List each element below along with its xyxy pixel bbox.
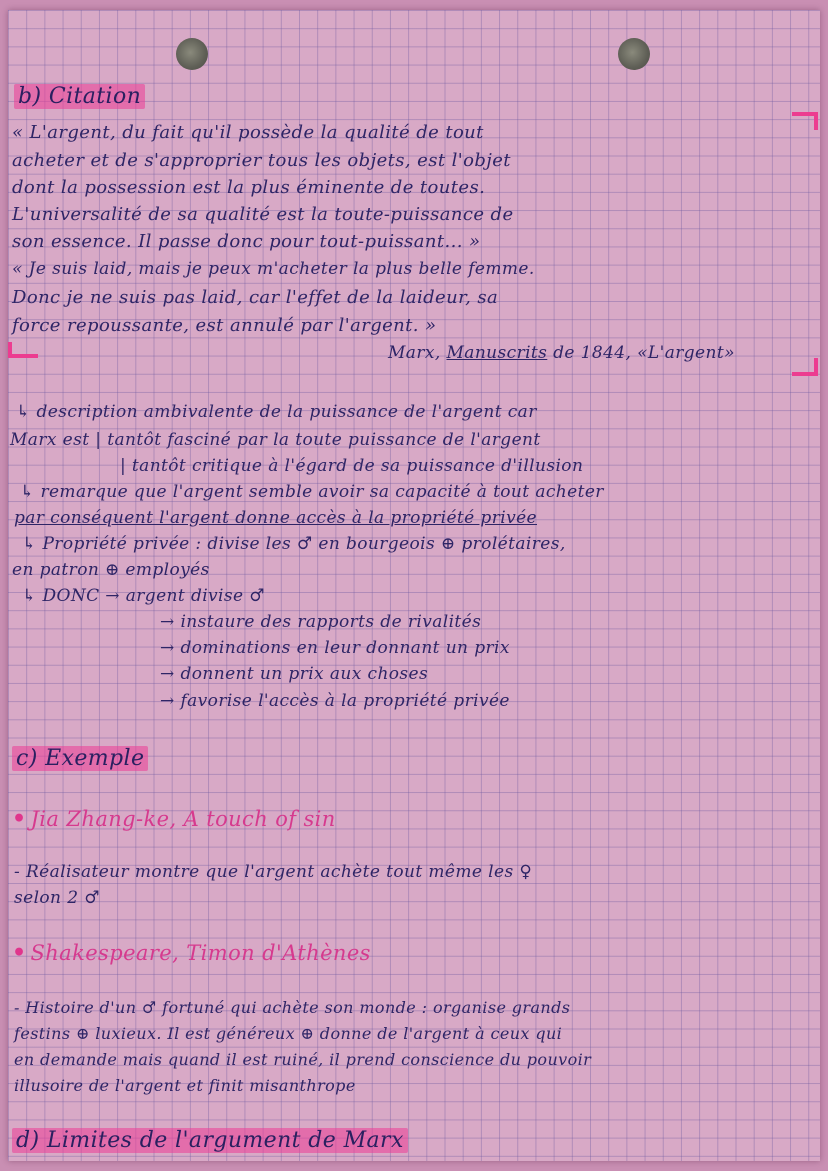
analysis-line: en patron ⊕ employés [12, 560, 210, 580]
quote-bracket-left [8, 342, 38, 358]
example-line: festins ⊕ luxieux. Il est généreux ⊕ donne de l'argent à ceux qui [14, 1024, 563, 1043]
citation-heading: b) Citation [14, 84, 145, 109]
analysis-line: → instaure des rapports de rivalités [160, 612, 482, 632]
example-line: selon 2 ♂ [14, 888, 100, 908]
quote-line: « L'argent, du fait qu'il possède la qualité de tout [12, 122, 484, 143]
analysis-line: → dominations en leur donnant un prix [160, 638, 510, 658]
analysis-line: → donnent un prix aux choses [160, 664, 429, 684]
quote-attribution [388, 343, 735, 363]
analysis-line: par conséquent l'argent donne accès à la propriété privée [14, 508, 537, 528]
attribution-author: Marx, [388, 343, 441, 363]
quote-line: L'universalité de sa qualité est la toute-puissance de [12, 204, 514, 225]
analysis-line: ↳ DONC → argent divise ♂ [22, 586, 265, 606]
attribution-work: Manuscrits [446, 343, 548, 363]
example-line: - Réalisateur montre que l'argent achète tout même les ♀ [14, 862, 533, 882]
example-title: • Jia Zhang-ke, A touch of sin [12, 806, 336, 832]
analysis-line: ↳ remarque que l'argent semble avoir sa capacité à tout acheter [20, 482, 604, 502]
notebook-page [8, 10, 820, 1161]
example-heading: c) Exemple [12, 746, 148, 771]
example-line: en demande mais quand il est ruiné, il prend conscience du pouvoir [14, 1050, 592, 1069]
quote-line: « Je suis laid, mais je peux m'acheter la plus belle femme. [12, 259, 535, 279]
analysis-line: Marx est | tantôt fasciné par la toute puissance de l'argent [10, 430, 541, 450]
binder-hole-left [176, 38, 208, 70]
quote-line: acheter et de s'approprier tous les objets, est l'objet [12, 150, 511, 171]
quote-line: dont la possession est la plus éminente de toutes. [12, 177, 486, 198]
bullet-icon: • [12, 806, 27, 832]
limits-heading: d) Limites de l'argument de Marx [12, 1128, 408, 1153]
example-line: illusoire de l'argent et finit misanthrope [14, 1076, 356, 1095]
bullet-icon: • [12, 940, 27, 966]
quote-bracket-right-bottom [792, 358, 818, 376]
analysis-line: ↳ description ambivalente de la puissance de l'argent car [16, 402, 537, 422]
analysis-line: ↳ Propriété privée : divise les ♂ en bourgeois ⊕ prolétaires, [22, 534, 566, 554]
binder-hole-right [618, 38, 650, 70]
quote-line: son essence. Il passe donc pour tout-puissant... » [12, 231, 481, 252]
analysis-line: | tantôt critique à l'égard de sa puissance d'illusion [120, 456, 584, 476]
analysis-line: → favorise l'accès à la propriété privée [160, 691, 510, 711]
example-line: - Histoire d'un ♂ fortuné qui achète son monde : organise grands [14, 998, 571, 1017]
attribution-rest: de 1844, «L'argent» [553, 343, 735, 363]
quote-line: Donc je ne suis pas laid, car l'effet de la laideur, sa [12, 287, 499, 308]
quote-bracket-right-top [792, 112, 818, 130]
quote-line: force repoussante, est annulé par l'argent. » [12, 315, 437, 336]
example-title: • Shakespeare, Timon d'Athènes [12, 940, 371, 966]
